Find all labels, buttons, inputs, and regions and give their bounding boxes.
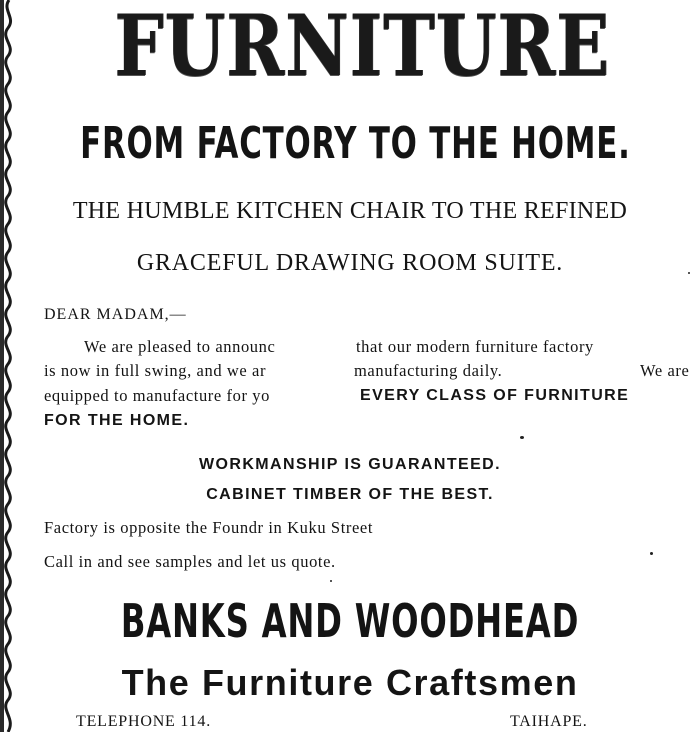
workmanship-guarantee: WORKMANSHIP IS GUARANTEED. xyxy=(199,456,501,473)
print-speck xyxy=(650,552,653,555)
decorative-left-border xyxy=(0,0,22,732)
greeting: DEAR MADAM,— xyxy=(44,306,187,323)
subheadline: FROM FACTORY TO THE HOME. xyxy=(80,118,631,169)
tagline-line-1: THE HUMBLE KITCHEN CHAIR TO THE REFINED xyxy=(72,198,628,224)
body-line-3-left: equipped to manufacture for yo xyxy=(44,386,271,405)
firm-tagline: The Furniture Craftsmen xyxy=(121,662,579,703)
body-line-2-left: is now in full swing, and we ar xyxy=(44,361,267,380)
tagline-line-2: GRACEFUL DRAWING ROOM SUITE. xyxy=(136,250,564,276)
telephone: TELEPHONE 114. xyxy=(76,713,212,730)
firm-name: BANKS AND WOODHEAD xyxy=(120,594,580,648)
body-line-3-right: EVERY CLASS OF FURNITURE xyxy=(360,387,630,404)
call-to-action: Call in and see samples and let us quote. xyxy=(44,552,336,571)
body-line-1-left: We are pleased to announc xyxy=(84,337,276,356)
town: TAIHAPE. xyxy=(510,713,588,730)
factory-location: Factory is opposite the Foundr in Kuku Street xyxy=(44,518,374,537)
body-line-2-end: We are xyxy=(640,361,690,380)
cabinet-timber: CABINET TIMBER OF THE BEST. xyxy=(206,486,494,503)
print-speck xyxy=(688,272,690,274)
body-line-2-right: manufacturing daily. xyxy=(354,361,503,380)
print-speck xyxy=(520,436,524,439)
body-line-1-right: that our modern furniture factory xyxy=(356,337,594,356)
body-line-4: FOR THE HOME. xyxy=(44,412,190,429)
headline: FURNITURE xyxy=(114,0,610,95)
print-speck xyxy=(330,580,332,582)
